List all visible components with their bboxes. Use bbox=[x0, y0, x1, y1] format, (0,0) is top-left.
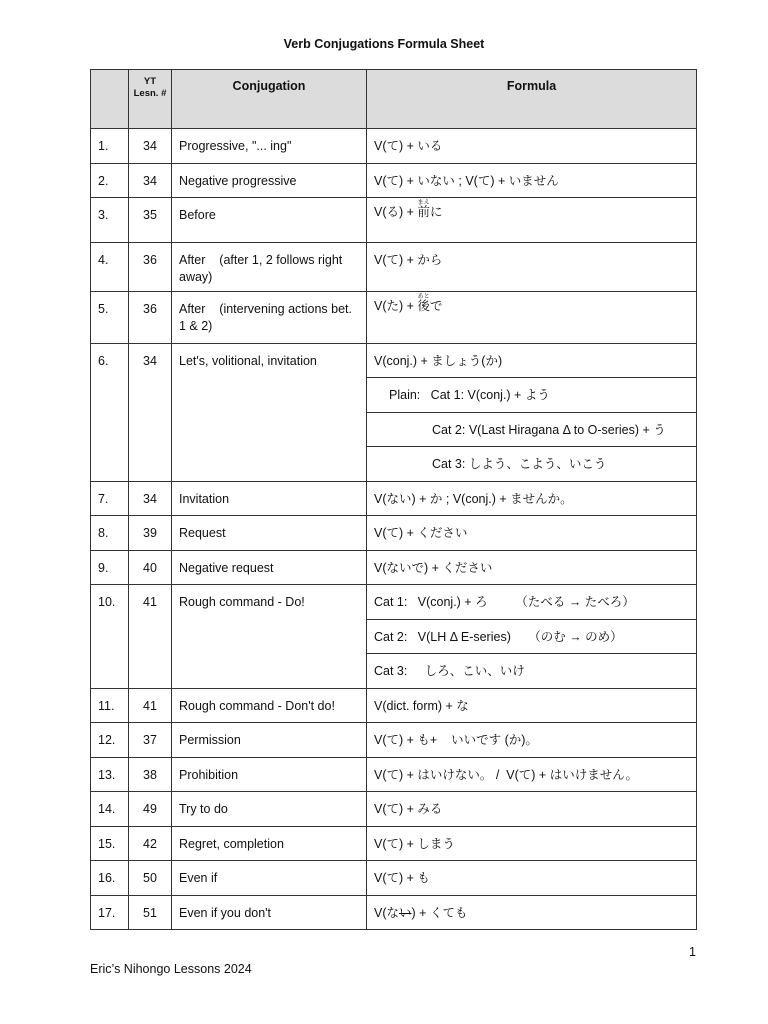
table-row bbox=[91, 758, 697, 792]
row-conjugation: Progressive, "... ing" bbox=[172, 129, 367, 164]
row-yt-lesson: 41 bbox=[129, 689, 172, 723]
row-number: 16. bbox=[91, 861, 129, 896]
row-yt-lesson: 51 bbox=[129, 896, 172, 930]
row-yt-lesson: 39 bbox=[129, 516, 172, 551]
table-row bbox=[91, 243, 697, 292]
row-yt-lesson: 34 bbox=[129, 164, 172, 198]
footer-text: Eric’s Nihongo Lessons 2024 bbox=[90, 962, 252, 976]
header-conjugation: Conjugation bbox=[172, 70, 367, 129]
formula-line: Cat 3: しよう、こよう、いこう bbox=[432, 457, 607, 471]
table-row bbox=[91, 482, 697, 516]
row-number: 7. bbox=[91, 482, 129, 516]
formula-line: Plain: Cat 1: V(conj.) + よう bbox=[389, 388, 550, 402]
formula-suffix: で bbox=[429, 299, 443, 313]
row-formula: V(て) + はいけない。 / V(て) + はいけません。 bbox=[367, 758, 697, 792]
row-conjugation: After (intervening actions bet. 1 & 2) bbox=[172, 292, 367, 344]
table-row bbox=[91, 344, 697, 378]
formula-furigana: まえ bbox=[417, 200, 430, 206]
row-yt-lesson: 41 bbox=[129, 585, 172, 689]
header-formula: Formula bbox=[367, 70, 697, 129]
row-formula-cat3 bbox=[367, 447, 697, 482]
row-formula-cat3: Cat 3: しろ、こい、いけ bbox=[367, 654, 697, 689]
row-formula: V(て) + から bbox=[367, 243, 697, 292]
row-yt-lesson: 36 bbox=[129, 243, 172, 292]
row-conjugation: Even if you don't bbox=[172, 896, 367, 930]
formula-furigana: あと bbox=[417, 294, 430, 300]
formula-kanji: 前 bbox=[417, 205, 430, 219]
row-number: 8. bbox=[91, 516, 129, 551]
row-number: 9. bbox=[91, 551, 129, 585]
document-title: Verb Conjugations Formula Sheet bbox=[283, 37, 485, 51]
row-conjugation: Invitation bbox=[172, 482, 367, 516]
formula-line: Cat 2: V(Last Hiragana Δ to O-series) + う bbox=[432, 423, 666, 437]
row-conjugation: Permission bbox=[172, 723, 367, 758]
header-row bbox=[91, 70, 697, 129]
row-formula-cat2: Cat 2: V(LH Δ E-series) （のむ → のめ） bbox=[367, 620, 697, 654]
row-formula bbox=[367, 896, 697, 930]
row-conjugation: After (after 1, 2 follows right away) bbox=[172, 243, 367, 292]
formula-prefix: V(な bbox=[374, 906, 400, 920]
row-number: 1. bbox=[91, 129, 129, 164]
table-row bbox=[91, 198, 697, 243]
row-conjugation: Prohibition bbox=[172, 758, 367, 792]
row-formula: V(て) + いない ; V(て) + いません bbox=[367, 164, 697, 198]
row-yt-lesson: 40 bbox=[129, 551, 172, 585]
row-yt-lesson: 35 bbox=[129, 198, 172, 243]
row-number: 12. bbox=[91, 723, 129, 758]
row-formula: V(て) + しまう bbox=[367, 827, 697, 861]
row-number: 3. bbox=[91, 198, 129, 243]
table-row bbox=[91, 585, 697, 620]
row-formula: V(て) + も bbox=[367, 861, 697, 896]
row-formula: V(て) + も+ いいです (か)。 bbox=[367, 723, 697, 758]
row-formula: V(て) + みる bbox=[367, 792, 697, 827]
row-conjugation: Try to do bbox=[172, 792, 367, 827]
header-number bbox=[91, 70, 129, 129]
row-number: 17. bbox=[91, 896, 129, 930]
row-formula: V(ないで) + ください bbox=[367, 551, 697, 585]
table-row bbox=[91, 129, 697, 164]
row-yt-lesson: 37 bbox=[129, 723, 172, 758]
row-yt-lesson: 38 bbox=[129, 758, 172, 792]
conjugation-table bbox=[90, 69, 697, 930]
row-yt-lesson: 36 bbox=[129, 292, 172, 344]
row-conjugation: Rough command - Don't do! bbox=[172, 689, 367, 723]
formula-prefix: V(る) + bbox=[374, 205, 418, 219]
row-formula: V(て) + いる bbox=[367, 129, 697, 164]
row-number: 10. bbox=[91, 585, 129, 689]
formula-prefix: V(た) + bbox=[374, 299, 418, 313]
row-conjugation: Let's, volitional, invitation bbox=[172, 344, 367, 482]
row-formula: V(dict. form) + な bbox=[367, 689, 697, 723]
row-conjugation: Rough command - Do! bbox=[172, 585, 367, 689]
table-row bbox=[91, 896, 697, 930]
header-yt-lesson: YT Lesn. # bbox=[129, 70, 172, 129]
row-formula: V(て) + ください bbox=[367, 516, 697, 551]
row-yt-lesson: 42 bbox=[129, 827, 172, 861]
row-number: 5. bbox=[91, 292, 129, 344]
row-number: 15. bbox=[91, 827, 129, 861]
row-conjugation: Regret, completion bbox=[172, 827, 367, 861]
row-formula bbox=[367, 292, 697, 344]
row-formula: Cat 1: V(conj.) + ろ （たべる → たべろ） bbox=[367, 585, 697, 620]
row-number: 11. bbox=[91, 689, 129, 723]
table-row bbox=[91, 689, 697, 723]
row-number: 4. bbox=[91, 243, 129, 292]
row-conjugation: Before bbox=[172, 198, 367, 243]
row-conjugation: Request bbox=[172, 516, 367, 551]
row-yt-lesson: 50 bbox=[129, 861, 172, 896]
row-yt-lesson: 34 bbox=[129, 129, 172, 164]
table-row bbox=[91, 551, 697, 585]
row-formula-cat2 bbox=[367, 413, 697, 447]
row-number: 14. bbox=[91, 792, 129, 827]
page-number: 1 bbox=[689, 945, 696, 959]
table-row bbox=[91, 292, 697, 344]
table-row bbox=[91, 861, 697, 896]
row-formula-plain bbox=[367, 378, 697, 413]
table-row bbox=[91, 792, 697, 827]
row-yt-lesson: 34 bbox=[129, 344, 172, 482]
formula-suffix: ) + くても bbox=[411, 906, 468, 920]
row-number: 6. bbox=[91, 344, 129, 482]
row-conjugation: Even if bbox=[172, 861, 367, 896]
row-conjugation: Negative progressive bbox=[172, 164, 367, 198]
row-yt-lesson: 49 bbox=[129, 792, 172, 827]
table-row bbox=[91, 164, 697, 198]
table-row bbox=[91, 723, 697, 758]
row-formula bbox=[367, 198, 697, 243]
row-number: 13. bbox=[91, 758, 129, 792]
formula-strikethrough: い bbox=[399, 906, 412, 920]
row-formula: V(ない) + か ; V(conj.) + ませんか。 bbox=[367, 482, 697, 516]
row-number: 2. bbox=[91, 164, 129, 198]
row-conjugation: Negative request bbox=[172, 551, 367, 585]
formula-kanji: 後 bbox=[417, 299, 430, 313]
table-row bbox=[91, 516, 697, 551]
formula-suffix: に bbox=[429, 205, 443, 219]
table-row bbox=[91, 827, 697, 861]
row-formula: V(conj.) + ましょう(か) bbox=[367, 344, 697, 378]
row-yt-lesson: 34 bbox=[129, 482, 172, 516]
